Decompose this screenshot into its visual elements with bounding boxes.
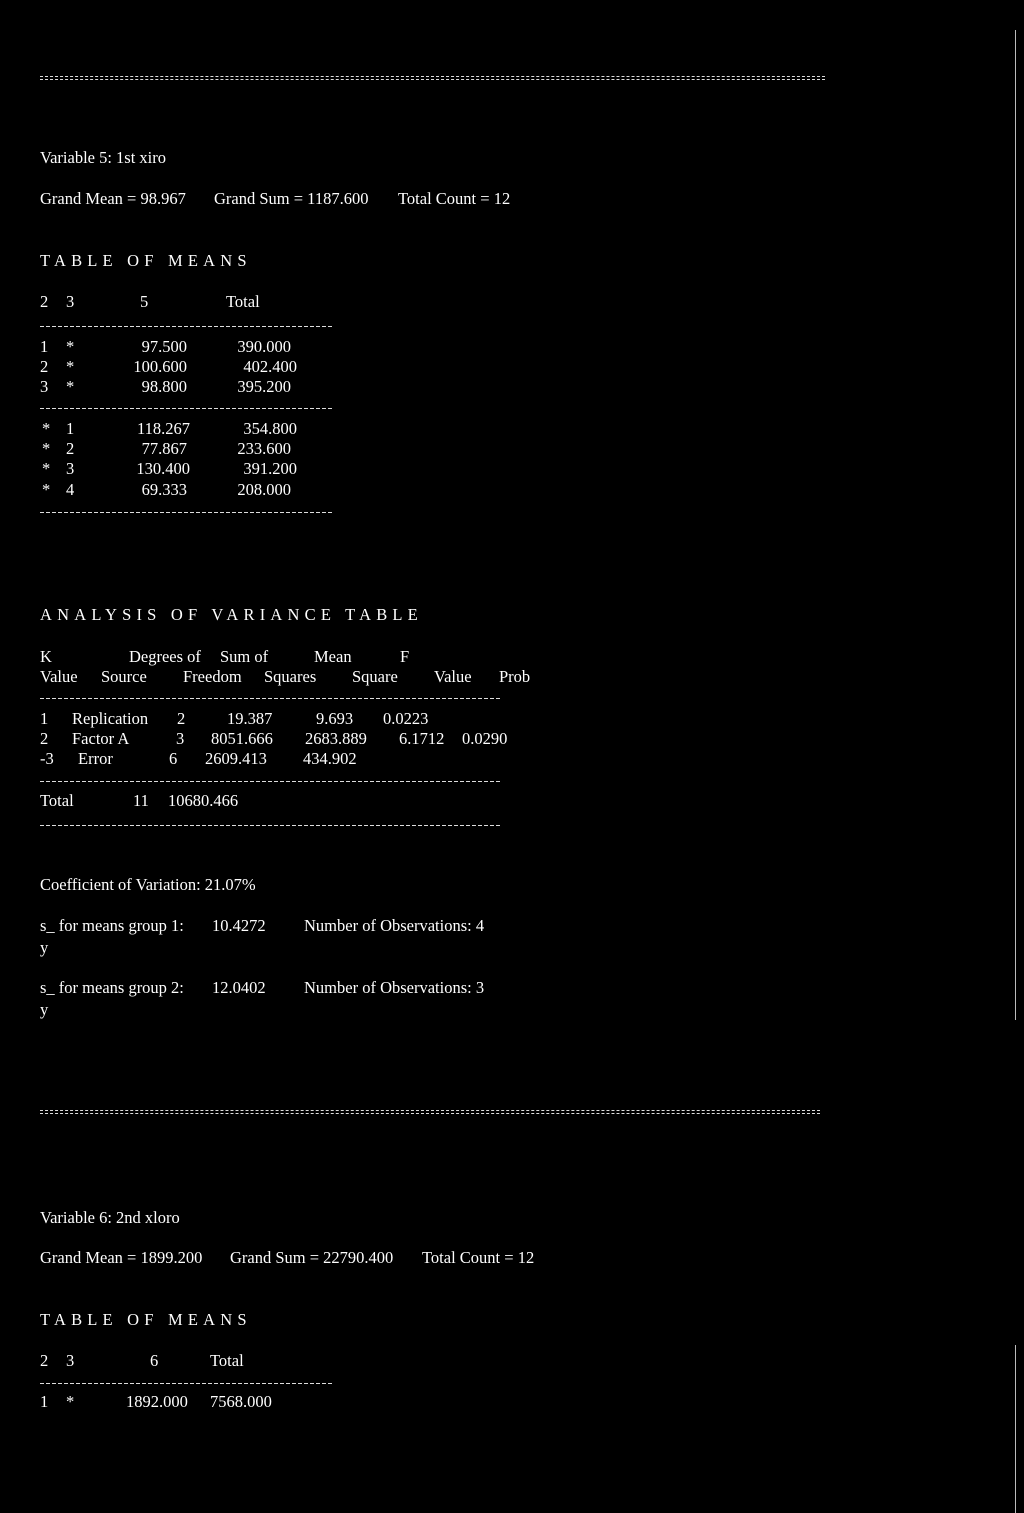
divider: [40, 512, 333, 513]
cell: -3: [40, 749, 54, 768]
anova-header: Freedom: [183, 667, 242, 686]
cell: 1: [66, 419, 75, 438]
cell: 6: [169, 749, 178, 768]
anova-header: Sum of: [220, 647, 269, 666]
anova-title: ANALYSIS OF VARIANCE TABLE: [40, 605, 423, 624]
cell: *: [42, 459, 51, 478]
cell: Factor A: [72, 729, 130, 748]
means-title: TABLE OF MEANS: [40, 251, 252, 270]
cell: 118.267: [136, 419, 190, 438]
means-header: 3: [66, 1351, 75, 1370]
grand-mean: Grand Mean = 98.967: [40, 189, 186, 208]
cell: 19.387: [227, 709, 273, 728]
cell: 7568.000: [210, 1392, 272, 1411]
anova-header: Mean: [314, 647, 352, 666]
cell: 3: [176, 729, 185, 748]
means-header: Total: [210, 1351, 244, 1370]
cell: 11: [133, 791, 149, 810]
grand-mean: Grand Mean = 1899.200: [40, 1248, 203, 1267]
variable-title: Variable 5: 1st xiro: [40, 148, 167, 167]
cell: 434.902: [303, 749, 357, 768]
cell: 6.1712: [399, 729, 445, 748]
cell: *: [42, 439, 51, 458]
divider: [40, 825, 500, 826]
anova-header: Value: [434, 667, 472, 686]
cell: 3: [40, 377, 49, 396]
cell: 354.800: [243, 419, 297, 438]
sy-subscript: y: [40, 1000, 49, 1019]
means-header: 2: [40, 292, 49, 311]
cell: 97.500: [141, 337, 187, 356]
cell: 2: [40, 729, 49, 748]
cell: 395.200: [237, 377, 291, 396]
cell: 0.0223: [383, 709, 429, 728]
means-header: 3: [66, 292, 75, 311]
variable-title: Variable 6: 2nd xloro: [40, 1208, 180, 1227]
cell: *: [42, 419, 51, 438]
divider: [40, 326, 333, 327]
anova-header: Value: [40, 667, 78, 686]
divider: [40, 1383, 333, 1384]
grand-sum: Grand Sum = 1187.600: [214, 189, 369, 208]
anova-header: Degrees of: [129, 647, 201, 666]
cell: 2: [66, 439, 75, 458]
cell: 3: [66, 459, 75, 478]
cell: 10680.466: [168, 791, 239, 810]
cell: 4: [66, 480, 75, 499]
anova-header: K: [40, 647, 52, 666]
cell: *: [66, 377, 75, 396]
section-separator: [40, 76, 825, 80]
cell: 77.867: [141, 439, 187, 458]
cell: 1: [40, 1392, 49, 1411]
cell: *: [42, 480, 51, 499]
cell: 208.000: [237, 480, 291, 499]
cell: 130.400: [136, 459, 190, 478]
observations: Number of Observations: 4: [304, 916, 485, 935]
divider: [40, 408, 333, 409]
cell: 390.000: [237, 337, 291, 356]
section-separator: [40, 1110, 820, 1114]
cell: Replication: [72, 709, 149, 728]
means-header: Total: [226, 292, 260, 311]
sy-value: 10.4272: [212, 916, 266, 935]
grand-sum: Grand Sum = 22790.400: [230, 1248, 394, 1267]
means-title: TABLE OF MEANS: [40, 1310, 252, 1329]
cell: 9.693: [316, 709, 354, 728]
cell: 1: [40, 709, 49, 728]
observations: Number of Observations: 3: [304, 978, 485, 997]
cell: 233.600: [237, 439, 291, 458]
cell: 2683.889: [305, 729, 367, 748]
total-count: Total Count = 12: [398, 189, 511, 208]
sy-value: 12.0402: [212, 978, 266, 997]
cell: 402.400: [243, 357, 297, 376]
total-count: Total Count = 12: [422, 1248, 535, 1267]
cell: *: [66, 337, 75, 356]
anova-header: F: [400, 647, 410, 666]
cell: 1: [40, 337, 49, 356]
anova-header: Squares: [264, 667, 317, 686]
cell: 2: [40, 357, 49, 376]
cell: 98.800: [141, 377, 187, 396]
cell: Error: [78, 749, 113, 768]
cell: 100.600: [133, 357, 187, 376]
cell: 391.200: [243, 459, 297, 478]
sy-label: s_ for means group 2:: [40, 978, 184, 997]
cell: 0.0290: [462, 729, 508, 748]
cell: 8051.666: [211, 729, 273, 748]
cell: *: [66, 1392, 75, 1411]
anova-header: Square: [352, 667, 398, 686]
cell: *: [66, 357, 75, 376]
means-header: 6: [150, 1351, 159, 1370]
page-edge-line: [1015, 1345, 1016, 1513]
page-edge-line: [1015, 30, 1016, 1020]
divider: [40, 698, 500, 699]
cell: 1892.000: [126, 1392, 188, 1411]
cell: 2: [177, 709, 186, 728]
sy-subscript: y: [40, 938, 49, 957]
means-header: 5: [140, 292, 149, 311]
cell: 2609.413: [205, 749, 267, 768]
coefficient-of-variation: Coefficient of Variation: 21.07%: [40, 875, 256, 894]
sy-label: s_ for means group 1:: [40, 916, 184, 935]
anova-header: Prob: [499, 667, 531, 686]
cell: Total: [40, 791, 74, 810]
anova-header: Source: [101, 667, 147, 686]
divider: [40, 781, 500, 782]
means-header: 2: [40, 1351, 49, 1370]
cell: 69.333: [141, 480, 187, 499]
